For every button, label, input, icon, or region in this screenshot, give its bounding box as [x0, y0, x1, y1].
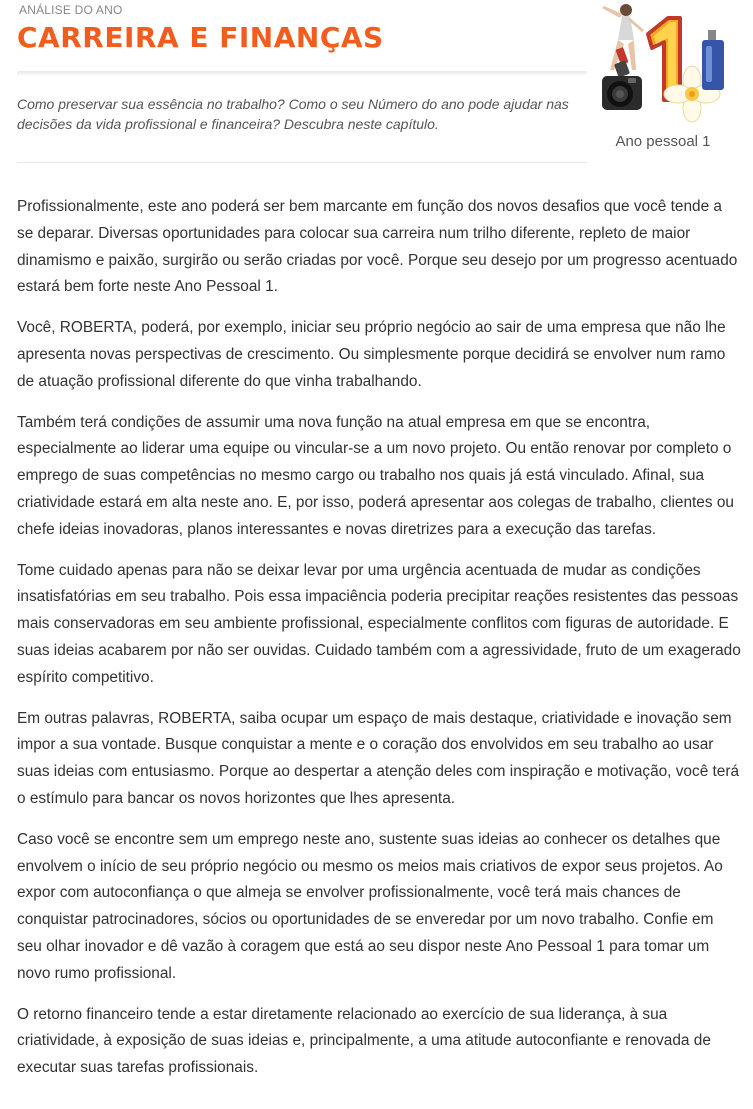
year-illustration [596, 0, 736, 124]
article-body [17, 194, 741, 1096]
paragraph: Você, ROBERTA, poderá, por exemplo, iniciar seu próprio negócio ao sair de uma empresa que não lhe apresenta novas perspectivas de crescimento. Ou simplesmente porque decidirá se envolver num ramo de atuação profissional diferente do que vinha trabalhando. [17, 319, 726, 390]
paragraph: Também terá condições de assumir uma nova função na atual empresa em que se encontra, especialmente ao liderar uma equipe ou vincular-se a um novo projeto. Ou então renovar por completo o emprego de suas competências no mesmo cargo ou trabalho nos quais já está vinculado. Afinal, sua criatividade estará em alta neste ano. E, por isso, poderá apresentar aos colegas de trabalho, clientes ou chefe ideias inovadoras, planos interessantes e novas diretrizes para a execução das tarefas. [17, 413, 734, 538]
section-subtitle: Como preservar sua essência no trabalho? Como o seu Número do ano pode ajudar nas decisões da vida profissional e financeira? Descubra neste capítulo. [17, 96, 569, 132]
page-title: CARREIRA E FINANÇAS [17, 21, 384, 54]
year-caption: Ano pessoal 1 [615, 133, 711, 150]
paragraph: Em outras palavras, ROBERTA, saiba ocupar um espaço de mais destaque, criatividade e inovação sem impor a sua vontade. Busque conquistar a mente e o coração dos envolvidos em seu trabalho ao usar suas ideias com entusiasmo. Porque ao despertar a atenção deles com inspiração e motivação, você terá o estímulo para bancar os novos horizontes que lhes apresenta. [17, 709, 740, 807]
section-eyebrow: ANÁLISE DO ANO [19, 3, 123, 17]
title-divider [17, 71, 587, 75]
camera-icon [602, 76, 642, 110]
section-header [0, 0, 753, 170]
paragraph: Caso você se encontre sem um emprego neste ano, sustente suas ideias ao conhecer os detalhes que envolvem o início de seu próprio negócio ou mesmo os meios mais criativos de expor seus projetos. Ao expor com autoconfiança o que almeja se envolver profissionalmente, você terá mais chances de conquistar patrocinadores, sócios ou oportunidades de se enveredar por um novo trabalho. Confie em seu olhar inovador e dê vazão à coragem que está ao seu dispor neste Ano Pessoal 1 para tomar um novo rumo profissional. [17, 830, 723, 982]
perfume-bottle-icon [702, 30, 724, 90]
paragraph: Tome cuidado apenas para não se deixar levar por uma urgência acentuada de mudar as condições insatisfatórias em seu trabalho. Pois essa impaciência poderia precipitar reações resistentes das pessoas mais conservadoras em seu ambiente profissional, especialmente conflitos com figuras de autoridade. E suas ideias acabarem por não ser ouvidas. Cuidado também com a agressividade, fruto de um exagerado espírito competitivo. [17, 561, 741, 686]
subtitle-divider [17, 162, 587, 163]
paragraph: O retorno financeiro tende a estar diretamente relacionado ao exercício de sua liderança, à sua criatividade, à exposição de suas ideias e, principalmente, a uma atitude autoconfiante e renovada de executar suas tarefas profissionais. [17, 1005, 711, 1077]
paragraph: Profissionalmente, este ano poderá ser bem marcante em função dos novos desafios que você tende a se deparar. Diversas oportunidades para colocar sua carreira num trilho diferente, repleto de maior dinamismo e paixão, surgirão ou serão criadas por você. Porque seu desejo por um progresso acentuado estará bem forte neste Ano Pessoal 1. [17, 198, 738, 296]
